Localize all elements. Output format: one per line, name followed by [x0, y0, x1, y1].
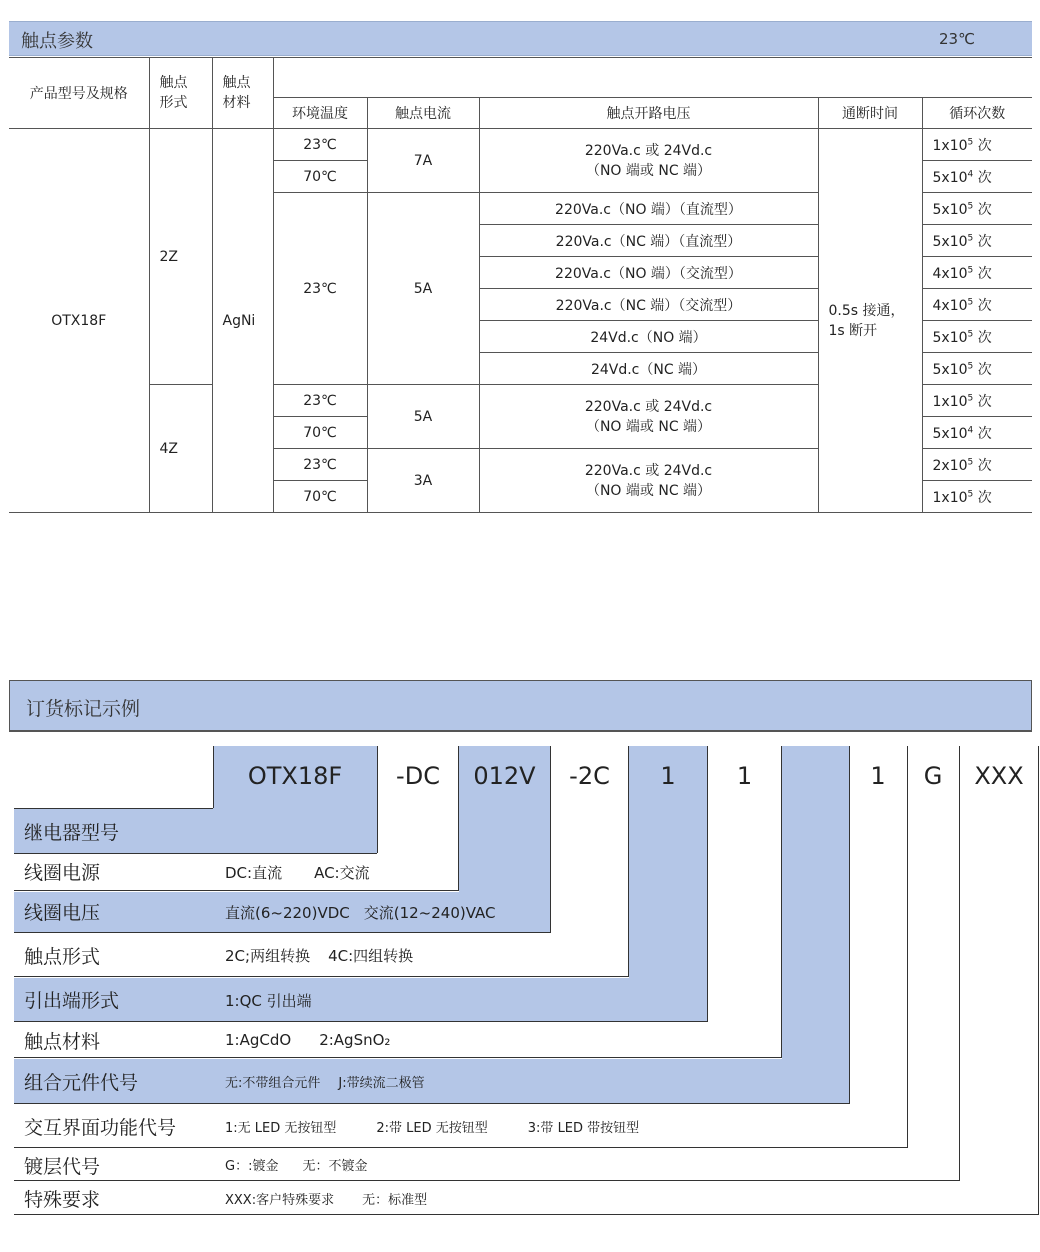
header-form: 触点 形式 [149, 58, 212, 129]
divider [707, 746, 708, 1021]
header-blank [273, 58, 1032, 98]
cycles-cell: $5x10^5$ 次 [922, 225, 1032, 257]
divider [14, 1180, 960, 1181]
label-terminal-form: 引出端形式 [24, 990, 120, 1012]
divider [14, 808, 213, 809]
divider [14, 1214, 1039, 1215]
header-current: 触点电流 [367, 98, 479, 129]
desc-special-req: XXX:客户特殊要求 无：标准型 [225, 1193, 428, 1208]
current-cell: 5A [367, 385, 479, 449]
code-voltage: 012V [473, 762, 536, 790]
form-2z: 2Z [149, 129, 212, 385]
voltage-cell: 220Va.c（NO 端）（交流型） [479, 257, 818, 289]
voltage-cell: 220Va.c 或 24Vd.c （NO 端或 NC 端） [479, 385, 818, 449]
label-plating-code: 镀层代号 [24, 1156, 101, 1178]
temp-cell: 70℃ [273, 161, 367, 193]
label-coil-voltage: 线圈电压 [24, 902, 101, 924]
divider [14, 1103, 850, 1104]
divider [14, 1057, 782, 1058]
divider [14, 1147, 908, 1148]
cycles-cell: $5x10^5$ 次 [922, 321, 1032, 353]
voltage-cell: 220Va.c 或 24Vd.c （NO 端或 NC 端） [479, 129, 818, 193]
divider [959, 746, 960, 1180]
desc-contact-material: 1:AgCdO 2:AgSnO₂ [225, 1031, 391, 1049]
temp-cell: 23℃ [273, 449, 367, 481]
divider [781, 746, 782, 1057]
order-section-title: 订货标记示例 [26, 698, 141, 720]
current-cell: 3A [367, 449, 479, 513]
model-cell: OTX18F [9, 129, 149, 513]
temp-cell: 70℃ [273, 417, 367, 449]
divider [458, 746, 459, 890]
label-contact-form: 触点形式 [24, 946, 101, 968]
divider [213, 746, 214, 808]
voltage-cell: 220Va.c（NO 端）（直流型） [479, 193, 818, 225]
code-terminal: 1 [660, 762, 676, 790]
code-interface: 1 [870, 762, 886, 790]
header-material: 触点 材料 [212, 58, 273, 129]
code-special: XXX [974, 762, 1024, 790]
contact-section-temp: 23℃ [939, 30, 975, 48]
contact-parameters-table [9, 57, 1032, 513]
contact-section-header [9, 21, 1032, 56]
code-contact-form: -2C [569, 762, 610, 790]
form-4z: 4Z [149, 385, 212, 513]
divider [14, 853, 377, 854]
divider [849, 746, 850, 1103]
desc-coil-power: DC:直流 AC:交流 [225, 864, 370, 882]
cycles-cell: $5x10^4$ 次 [922, 417, 1032, 449]
code-power: -DC [396, 762, 440, 790]
header-model: 产品型号及规格 [9, 58, 149, 129]
code-plating: G [923, 762, 943, 790]
divider [907, 746, 908, 1147]
label-special-req: 特殊要求 [24, 1189, 101, 1211]
desc-terminal-form: 1:QC 引出端 [225, 992, 312, 1010]
cycles-cell: $5x10^5$ 次 [922, 353, 1032, 385]
voltage-cell: 220Va.c 或 24Vd.c （NO 端或 NC 端） [479, 449, 818, 513]
desc-plating-code: G：:镀金 无：不镀金 [225, 1159, 368, 1174]
header-on-off: 通断时间 [818, 98, 922, 129]
label-interface-code: 交互界面功能代号 [24, 1117, 177, 1139]
desc-interface-code: 1:无 LED 无按钮型 2:带 LED 无按钮型 3:带 LED 带按钮型 [225, 1121, 640, 1136]
header-voltage: 触点开路电压 [479, 98, 818, 129]
contact-section-title: 触点参数 [21, 31, 93, 52]
label-component-code: 组合元件代号 [24, 1072, 139, 1094]
cycles-cell: $4x10^5$ 次 [922, 257, 1032, 289]
order-section-header [9, 680, 1032, 732]
divider [1038, 746, 1039, 1214]
label-coil-power: 线圈电源 [24, 862, 101, 884]
temp-cell: 23℃ [273, 385, 367, 417]
voltage-cell: 24Vd.c（NC 端） [479, 353, 818, 385]
divider [377, 746, 378, 853]
cycles-cell: $5x10^4$ 次 [922, 161, 1032, 193]
on-off-cell: 0.5s 接通， 1s 断开 [818, 129, 922, 513]
voltage-cell: 220Va.c（NC 端）（交流型） [479, 289, 818, 321]
label-relay-model: 继电器型号 [24, 822, 120, 844]
temp-cell: 23℃ [273, 193, 367, 385]
cycles-cell: $1x10^5$ 次 [922, 129, 1032, 161]
desc-contact-form: 2C;两组转换 4C:四组转换 [225, 947, 414, 965]
temp-cell: 23℃ [273, 129, 367, 161]
code-model: OTX18F [247, 762, 343, 790]
divider [14, 890, 459, 891]
cycles-cell: $1x10^5$ 次 [922, 385, 1032, 417]
cycles-cell: $2x10^5$ 次 [922, 449, 1032, 481]
divider [14, 1021, 708, 1022]
voltage-cell: 24Vd.c（NO 端） [479, 321, 818, 353]
voltage-cell: 220Va.c（NC 端）（直流型） [479, 225, 818, 257]
divider [14, 932, 551, 933]
current-cell: 5A [367, 193, 479, 385]
header-cycles: 循环次数 [922, 98, 1032, 129]
cycles-cell: $1x10^5$ 次 [922, 481, 1032, 513]
divider [14, 976, 629, 977]
header-env-temp: 环境温度 [273, 98, 367, 129]
code-material: 1 [736, 762, 753, 790]
cycles-cell: $5x10^5$ 次 [922, 193, 1032, 225]
desc-coil-voltage: 直流(6~220)VDC 交流(12~240)VAC [225, 904, 496, 922]
divider [628, 746, 629, 976]
desc-component-code: 无:不带组合元件 J:带续流二极管 [225, 1076, 425, 1091]
material-cell: AgNi [212, 129, 273, 513]
label-contact-material: 触点材料 [24, 1031, 101, 1053]
current-cell: 7A [367, 129, 479, 193]
code-component [782, 746, 849, 806]
cycles-cell: $4x10^5$ 次 [922, 289, 1032, 321]
divider [550, 746, 551, 932]
temp-cell: 70℃ [273, 481, 367, 513]
